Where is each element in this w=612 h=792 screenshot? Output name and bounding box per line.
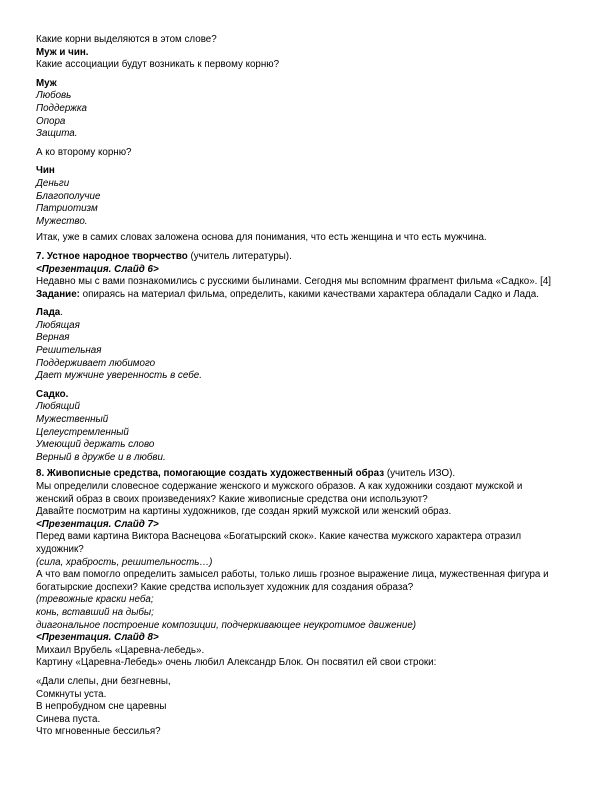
lada-item: Любящая <box>36 319 80 331</box>
conclusion-text: Итак, уже в самих словах заложена основа для понимания, что есть женщина и что есть мужчина. <box>36 232 487 244</box>
vrubel-title: Михаил Врубель «Царевна-лебедь». <box>36 644 205 656</box>
sadko-item: Любящий <box>36 401 80 413</box>
slide-7-note: <Презентация. Слайд 7> <box>36 518 159 530</box>
muzh-item: Любовь <box>36 90 72 102</box>
vasnetsov-question: художник? <box>36 543 84 555</box>
section7-heading <box>36 251 576 264</box>
muzh-item: Поддержка <box>36 102 87 114</box>
means-question: богатырские доспехи? Какие средства использует художник для создания образа? <box>36 581 414 593</box>
section8-paragraph: женский образ в своих произведениях? Какие живописные средства они используют? <box>36 493 428 505</box>
lada-item: Поддерживает любимого <box>36 357 156 369</box>
section8-paragraph: Мы определили словесное содержание женского и мужского образов. А как художники создают мужской и <box>36 481 523 492</box>
lada-dot: . <box>60 307 63 319</box>
section8-heading <box>36 468 576 481</box>
chin-item: Деньги <box>36 177 70 189</box>
section7-text: Недавно мы с вами познакомились с русскими былинами. Сегодня мы вспомним фрагмент фильма «Садко». [4] <box>36 276 552 288</box>
slide-6-note: <Презентация. Слайд 6> <box>36 263 159 275</box>
answer-qualities: (сила, храбрость, решительность…) <box>36 556 213 568</box>
poem-line: «Дали слепы, дни безгневны, <box>36 675 171 687</box>
muzh-item: Опора <box>36 115 66 127</box>
slide-8-note: <Презентация. Слайд 8> <box>36 632 159 644</box>
task-text: опираясь на материал фильма, определить, какими качествами характера обладали Садко и Лада. <box>79 288 539 300</box>
chin-item: Мужество. <box>36 215 88 227</box>
question-associations: Какие ассоциации будут возникать к первому корню? <box>36 59 280 71</box>
section7-teacher: (учитель литературы). <box>187 250 292 262</box>
sadko-heading: Садко. <box>36 388 69 400</box>
chin-item: Патриотизм <box>36 203 98 215</box>
poem-line: В непробудном сне царевны <box>36 701 167 713</box>
chin-item: Благополучие <box>36 190 101 202</box>
sadko-item: Умеющий держать слово <box>36 439 155 451</box>
section8-paragraph: Давайте посмотрим на картины художников, где создан яркий мужской или женский образ. <box>36 506 452 518</box>
lada-name: Лада <box>36 307 61 319</box>
answer-means: (тревожные краски неба; <box>36 594 154 606</box>
answer-means: диагональное построение композиции, подчеркивающее неукротимое движение) <box>36 619 417 631</box>
sadko-item: Верный в дружбе и в любви. <box>36 451 166 463</box>
document-page <box>36 34 576 739</box>
chin-heading: Чин <box>36 165 55 177</box>
muzh-item: Защита. <box>36 128 78 140</box>
lada-heading <box>36 307 576 320</box>
sadko-item: Целеустремленный <box>36 426 129 438</box>
poem-line: Что мгновенные бессилья? <box>36 726 161 738</box>
answer-means: конь, вставший на дыбы; <box>36 606 154 618</box>
lada-item: Дает мужчине уверенность в себе. <box>36 370 202 382</box>
section8-title: 8. Живописные средства, помогающие создать художественный образ <box>36 468 385 480</box>
section7-title: 7. Устное народное творчество <box>36 250 188 262</box>
lada-item: Решительная <box>36 345 102 357</box>
roots-answer: Муж и чин. <box>36 46 89 58</box>
muzh-heading: Муж <box>36 77 57 89</box>
section7-task <box>36 289 576 302</box>
sadko-item: Мужественный <box>36 414 109 426</box>
lada-item: Верная <box>36 332 70 344</box>
task-label: Задание: <box>36 288 80 300</box>
section8-teacher: (учитель ИЗО). <box>384 468 456 480</box>
question-roots: Какие корни выделяются в этом слове? <box>36 34 217 45</box>
vasnetsov-question: Перед вами картина Виктора Васнецова «Богатырский скок». Какие качества мужского характера отразил <box>36 531 522 543</box>
poem-line: Сомкнуты уста. <box>36 688 107 700</box>
means-question: А что вам помогло определить замысел работы, только лишь грозное выражение лица, мужественная фигура и <box>36 569 549 581</box>
poem-line: Синева пуста. <box>36 713 101 725</box>
question-second-root: А ко второму корню? <box>36 146 132 158</box>
blok-intro: Картину «Царевна-Лебедь» очень любил Александр Блок. Он посвятил ей свои строки: <box>36 657 437 669</box>
